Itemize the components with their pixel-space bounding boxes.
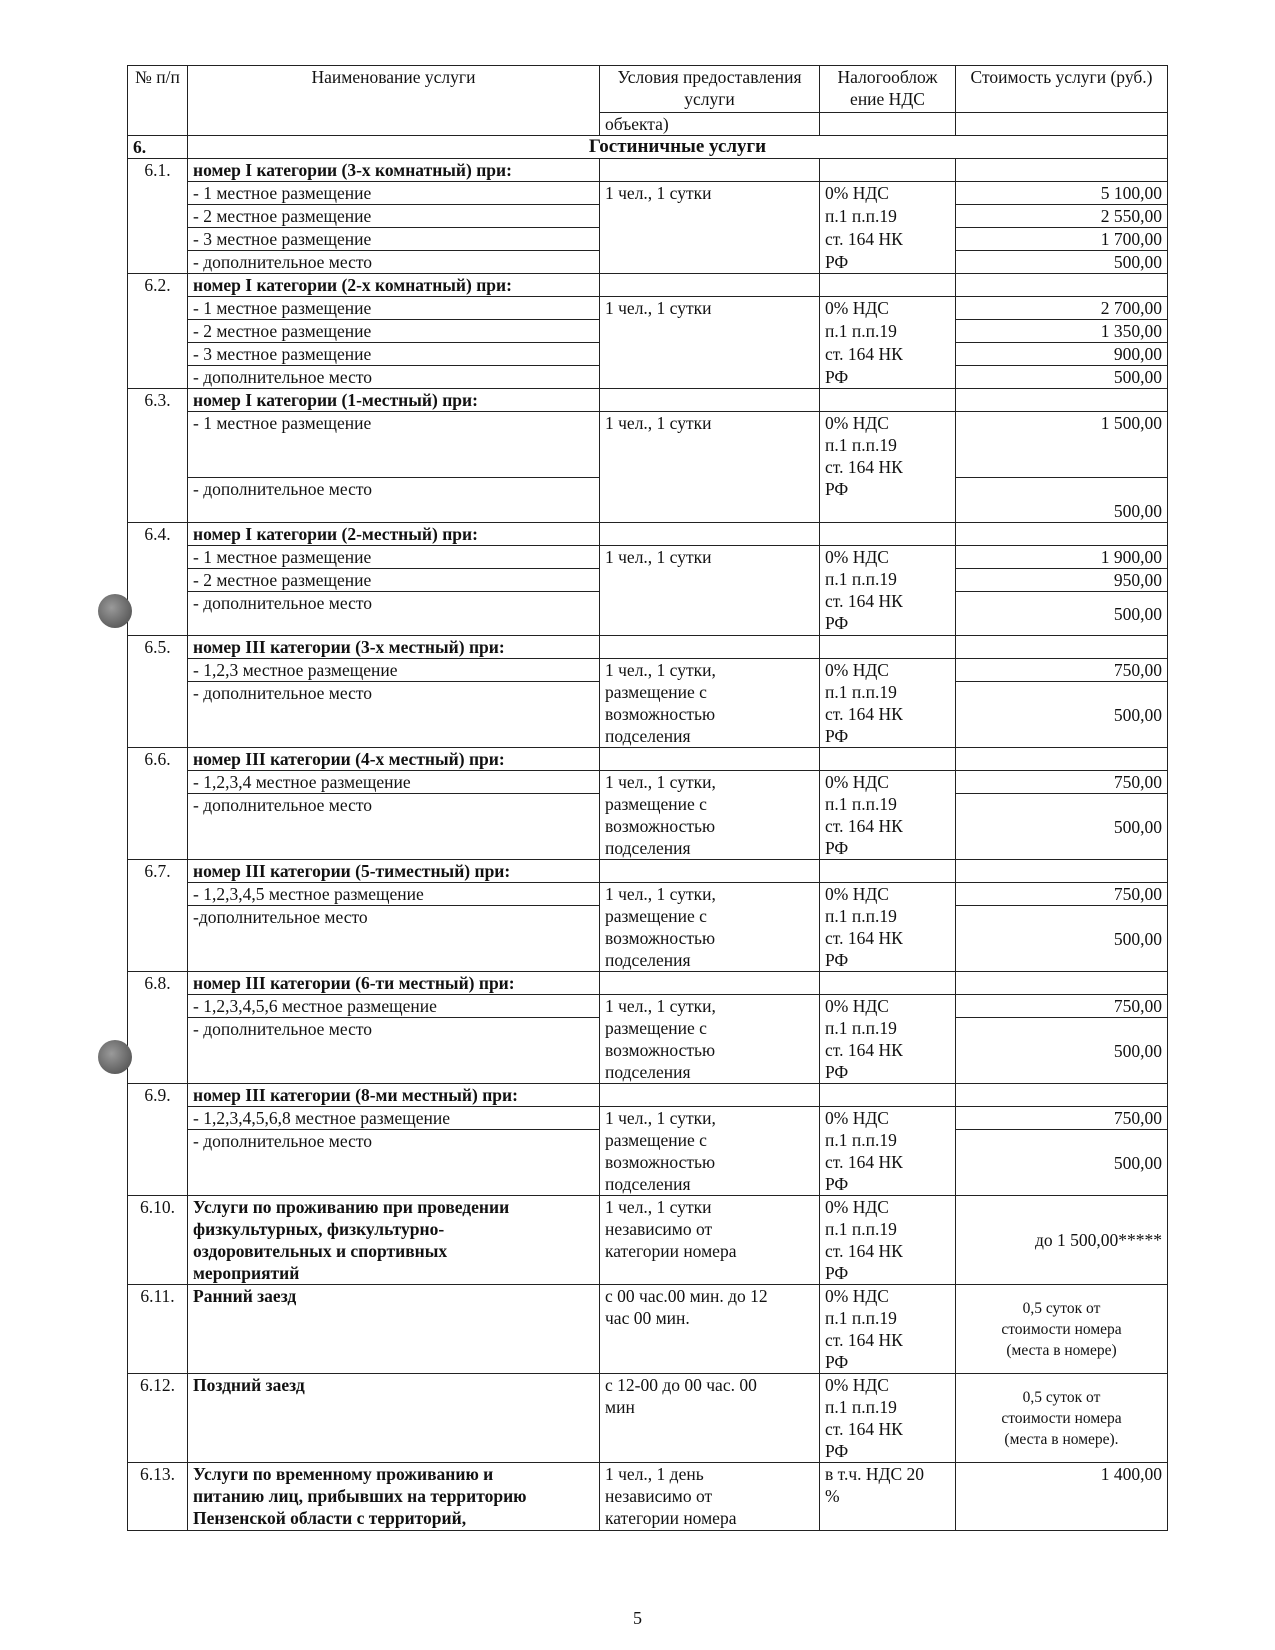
service-name: Ранний заезд xyxy=(188,1285,600,1374)
conditions-cell: 1 чел., 1 сутки xyxy=(600,297,820,389)
vat-cell: 0% НДС xyxy=(820,182,956,205)
row-number: 6.10. xyxy=(128,1196,188,1285)
group-number: 6.2. xyxy=(128,274,188,297)
table-row-6-10 xyxy=(128,1196,1168,1285)
vat-cell: РФ xyxy=(820,251,956,274)
item-name: -дополнительное место xyxy=(188,906,600,972)
vat-cell: РФ xyxy=(820,366,956,389)
group-title: номер I категории (2-местный) при: xyxy=(188,523,600,546)
vat-cell: в т.ч. НДС 20 % xyxy=(820,1463,956,1531)
conditions-cell: с 00 час.00 мин. до 12 час 00 мин. xyxy=(600,1285,820,1374)
item-name: - дополнительное место xyxy=(188,1018,600,1084)
group-number: 6.5. xyxy=(128,636,188,659)
item-name: - 2 местное размещение xyxy=(188,569,600,592)
group-title: номер I категории (2-х комнатный) при: xyxy=(188,274,600,297)
section-row xyxy=(128,136,1168,159)
group-row-6-7 xyxy=(128,860,1168,883)
price-cell: 2 700,00 xyxy=(956,297,1168,320)
group-title: номер III категории (4-х местный) при: xyxy=(188,748,600,771)
price-cell: 500,00 xyxy=(956,592,1168,636)
group-number: 6.3. xyxy=(128,389,188,412)
price-cell: 0,5 суток от стоимости номера (места в номере) xyxy=(956,1285,1168,1374)
vat-cell: 0% НДС п.1 п.п.19 ст. 164 НК РФ xyxy=(820,1374,956,1463)
table-row xyxy=(128,883,1168,906)
row-number: 6.11. xyxy=(128,1285,188,1374)
table-header-extra-row xyxy=(128,113,1168,136)
conditions-cell: 1 чел., 1 сутки, размещение с возможностью подселения xyxy=(600,1107,820,1196)
group-number: 6.9. xyxy=(128,1084,188,1107)
table-row xyxy=(128,659,1168,682)
item-name: - дополнительное место xyxy=(188,366,600,389)
row-number: 6.12. xyxy=(128,1374,188,1463)
vat-cell: 0% НДС п.1 п.п.19 ст. 164 НК РФ xyxy=(820,546,956,636)
vat-cell: 0% НДС п.1 п.п.19 ст. 164 НК РФ xyxy=(820,995,956,1084)
table-row xyxy=(128,412,1168,478)
section-title: Гостиничные услуги xyxy=(188,136,1168,159)
header-conditions-extra: объекта) xyxy=(600,113,820,136)
vat-cell: 0% НДС п.1 п.п.19 ст. 164 НК РФ xyxy=(820,659,956,748)
group-number: 6.7. xyxy=(128,860,188,883)
conditions-cell: 1 чел., 1 сутки, размещение с возможностью подселения xyxy=(600,659,820,748)
group-title: номер III категории (8-ми местный) при: xyxy=(188,1084,600,1107)
price-cell: 1 700,00 xyxy=(956,228,1168,251)
price-cell: до 1 500,00***** xyxy=(956,1196,1168,1285)
item-name: - 1,2,3 местное размещение xyxy=(188,659,600,682)
group-number: 6.1. xyxy=(128,159,188,182)
table-row xyxy=(128,297,1168,320)
price-cell: 950,00 xyxy=(956,569,1168,592)
item-name: - дополнительное место xyxy=(188,682,600,748)
table-row xyxy=(128,995,1168,1018)
group-title: номер III категории (6-ти местный) при: xyxy=(188,972,600,995)
group-row-6-1 xyxy=(128,159,1168,182)
hotel-services-table xyxy=(127,65,1168,1531)
item-name: - 3 местное размещение xyxy=(188,228,600,251)
price-cell: 500,00 xyxy=(956,366,1168,389)
vat-cell: п.1 п.п.19 xyxy=(820,205,956,228)
conditions-cell: 1 чел., 1 сутки, размещение с возможностью подселения xyxy=(600,771,820,860)
item-name: - 1 местное размещение xyxy=(188,546,600,569)
vat-cell: п.1 п.п.19 xyxy=(820,320,956,343)
group-row-6-3 xyxy=(128,389,1168,412)
table-row xyxy=(128,546,1168,569)
table-row-6-11 xyxy=(128,1285,1168,1374)
price-cell: 1 900,00 xyxy=(956,546,1168,569)
price-cell: 0,5 суток от стоимости номера (места в номере). xyxy=(956,1374,1168,1463)
header-vat: Налогооблож ение НДС xyxy=(820,66,956,113)
item-name: - дополнительное место xyxy=(188,592,600,636)
vat-cell: 0% НДС п.1 п.п.19 ст. 164 НК РФ xyxy=(820,771,956,860)
price-cell: 750,00 xyxy=(956,995,1168,1018)
price-cell: 500,00 xyxy=(956,478,1168,523)
table-row xyxy=(128,1107,1168,1130)
group-row-6-9 xyxy=(128,1084,1168,1107)
conditions-cell: 1 чел., 1 сутки xyxy=(600,182,820,274)
price-cell: 750,00 xyxy=(956,883,1168,906)
item-name: - 2 местное размещение xyxy=(188,205,600,228)
header-price: Стоимость услуги (руб.) xyxy=(956,66,1168,113)
group-number: 6.6. xyxy=(128,748,188,771)
item-name: - 3 местное размещение xyxy=(188,343,600,366)
price-cell: 500,00 xyxy=(956,682,1168,748)
vat-cell: 0% НДС п.1 п.п.19 ст. 164 НК РФ xyxy=(820,1196,956,1285)
item-name: - дополнительное место xyxy=(188,1130,600,1196)
table-row xyxy=(128,182,1168,205)
group-title: номер I категории (1-местный) при: xyxy=(188,389,600,412)
header-number: № п/п xyxy=(128,66,188,113)
vat-cell: 0% НДС п.1 п.п.19 ст. 164 НК РФ xyxy=(820,1285,956,1374)
service-name: Поздний заезд xyxy=(188,1374,600,1463)
conditions-cell: 1 чел., 1 сутки, размещение с возможностью подселения xyxy=(600,883,820,972)
price-cell: 750,00 xyxy=(956,659,1168,682)
conditions-cell: 1 чел., 1 сутки xyxy=(600,412,820,523)
item-name: - 1,2,3,4,5,6,8 местное размещение xyxy=(188,1107,600,1130)
vat-cell: 0% НДС п.1 п.п.19 ст. 164 НК РФ xyxy=(820,412,956,523)
item-name: - дополнительное место xyxy=(188,251,600,274)
vat-cell: ст. 164 НК xyxy=(820,343,956,366)
punch-hole-icon xyxy=(98,1040,132,1074)
table-row xyxy=(128,771,1168,794)
service-name: Услуги по проживанию при проведении физкультурных, физкультурно- оздоровительных и спортивных мероприятий xyxy=(188,1196,600,1285)
price-cell: 1 500,00 xyxy=(956,412,1168,478)
row-number: 6.13. xyxy=(128,1463,188,1531)
group-title: номер III категории (3-х местный) при: xyxy=(188,636,600,659)
conditions-cell: 1 чел., 1 сутки независимо от категории номера xyxy=(600,1196,820,1285)
table-row-6-13 xyxy=(128,1463,1168,1531)
punch-hole-icon xyxy=(98,594,132,628)
group-title: номер I категории (3-х комнатный) при: xyxy=(188,159,600,182)
conditions-cell: 1 чел., 1 сутки xyxy=(600,546,820,636)
group-number: 6.4. xyxy=(128,523,188,546)
header-conditions: Условия предоставления услуги xyxy=(600,66,820,113)
item-name: - дополнительное место xyxy=(188,794,600,860)
price-cell: 500,00 xyxy=(956,251,1168,274)
table-row-6-12 xyxy=(128,1374,1168,1463)
price-cell: 750,00 xyxy=(956,771,1168,794)
item-name: - дополнительное место xyxy=(188,478,600,523)
price-cell: 1 400,00 xyxy=(956,1463,1168,1531)
item-name: - 1,2,3,4,5,6 местное размещение xyxy=(188,995,600,1018)
conditions-cell: 1 чел., 1 сутки, размещение с возможностью подселения xyxy=(600,995,820,1084)
price-cell: 900,00 xyxy=(956,343,1168,366)
price-cell: 500,00 xyxy=(956,1130,1168,1196)
group-title: номер III категории (5-тиместный) при: xyxy=(188,860,600,883)
item-name: - 2 местное размещение xyxy=(188,320,600,343)
item-name: - 1 местное размещение xyxy=(188,182,600,205)
item-name: - 1 местное размещение xyxy=(188,297,600,320)
group-row-6-2 xyxy=(128,274,1168,297)
price-cell: 500,00 xyxy=(956,906,1168,972)
item-name: - 1,2,3,4 местное размещение xyxy=(188,771,600,794)
price-cell: 2 550,00 xyxy=(956,205,1168,228)
group-number: 6.8. xyxy=(128,972,188,995)
conditions-cell: с 12-00 до 00 час. 00 мин xyxy=(600,1374,820,1463)
page-number: 5 xyxy=(633,1608,642,1628)
table-header-row xyxy=(128,66,1168,113)
price-cell: 1 350,00 xyxy=(956,320,1168,343)
price-cell: 500,00 xyxy=(956,794,1168,860)
group-row-6-6 xyxy=(128,748,1168,771)
item-name: - 1,2,3,4,5 местное размещение xyxy=(188,883,600,906)
price-cell: 5 100,00 xyxy=(956,182,1168,205)
vat-cell: 0% НДС п.1 п.п.19 ст. 164 НК РФ xyxy=(820,1107,956,1196)
price-cell: 500,00 xyxy=(956,1018,1168,1084)
vat-cell: 0% НДС п.1 п.п.19 ст. 164 НК РФ xyxy=(820,883,956,972)
conditions-cell: 1 чел., 1 день независимо от категории номера xyxy=(600,1463,820,1531)
group-row-6-8 xyxy=(128,972,1168,995)
vat-cell: ст. 164 НК xyxy=(820,228,956,251)
price-cell: 750,00 xyxy=(956,1107,1168,1130)
vat-cell: 0% НДС xyxy=(820,297,956,320)
item-name: - 1 местное размещение xyxy=(188,412,600,478)
header-service-name: Наименование услуги xyxy=(188,66,600,113)
service-name: Услуги по временному проживанию и питанию лиц, прибывших на территорию Пензенской области с территорий, xyxy=(188,1463,600,1531)
group-row-6-5 xyxy=(128,636,1168,659)
section-number: 6. xyxy=(128,136,188,159)
group-row-6-4 xyxy=(128,523,1168,546)
